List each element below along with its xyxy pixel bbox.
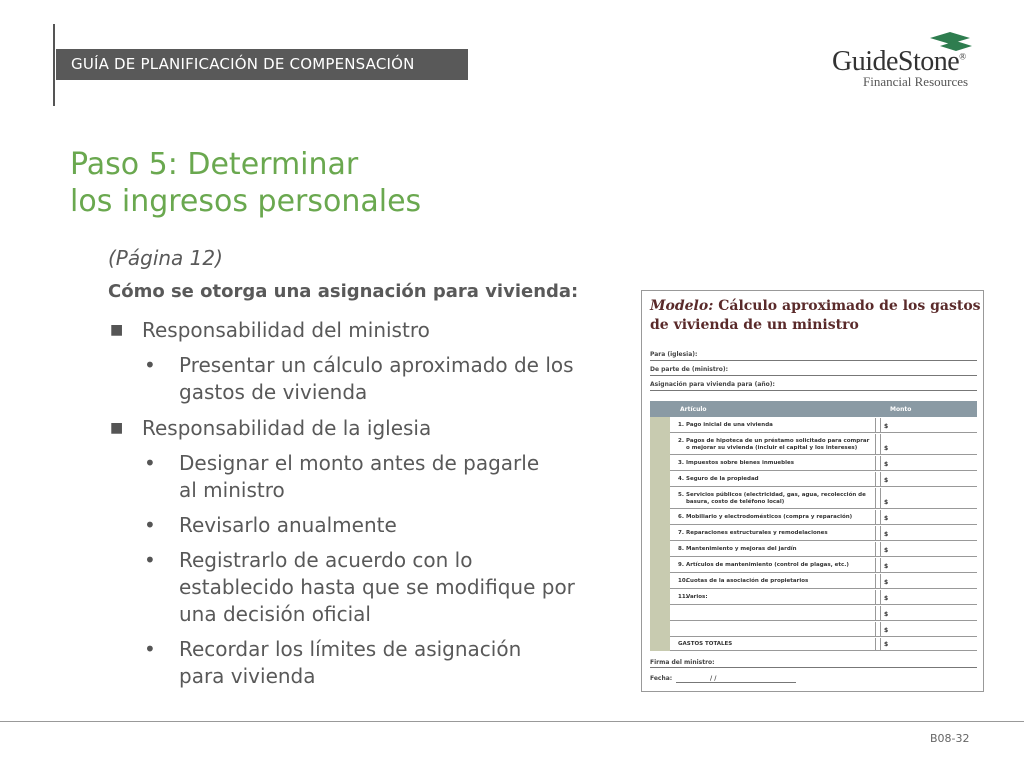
amount-field: $ xyxy=(884,595,889,602)
column-divider xyxy=(880,638,881,650)
bullet-minister-responsibility xyxy=(108,316,628,344)
footer-divider xyxy=(0,721,1024,722)
field-church: Para (iglesia): xyxy=(650,351,977,366)
bullet-church-responsibility xyxy=(108,414,628,442)
row-description: 4. Seguro de la propiedad xyxy=(678,476,759,482)
form-title: Modelo: Cálculo aproximado de los gastos de vivienda de un ministro xyxy=(650,298,981,333)
column-divider xyxy=(875,526,876,540)
table-row xyxy=(670,417,977,433)
title-line-2: los ingresos personales xyxy=(70,184,422,219)
field-minister: De parte de (ministro): xyxy=(650,366,977,381)
total-row xyxy=(670,637,977,651)
row-description: 9. Artículos de mantenimiento (control de plagas, etc.) xyxy=(678,562,849,568)
table-row xyxy=(670,455,977,471)
table-row xyxy=(670,573,977,589)
column-divider xyxy=(875,638,876,650)
row-description: 10.Cuotas de la asociación de propietarios xyxy=(678,578,809,584)
row-description: 2. Pagos de hipoteca de un préstamo solicitado para comprar o mejorar su vivienda (incluir el capital y los intereses) xyxy=(678,438,870,451)
sub-bullet-line: Designar el monto antes de pagarle xyxy=(179,451,540,475)
table-row xyxy=(670,589,977,605)
column-divider xyxy=(880,418,881,432)
table-row xyxy=(670,557,977,573)
slide-content xyxy=(108,244,628,698)
dot-bullet-icon: • xyxy=(144,637,156,661)
row-description: 8. Mantenimiento y mejoras del jardín xyxy=(678,546,797,552)
table-row xyxy=(670,509,977,525)
column-divider xyxy=(875,558,876,572)
lead-text: Cómo se otorga una asignación para vivienda: xyxy=(108,281,579,302)
logo-name: GuideStone® xyxy=(832,46,966,77)
amount-field: $ xyxy=(884,547,889,554)
amount-field: $ xyxy=(884,515,889,522)
column-divider xyxy=(880,472,881,486)
sub-bullet-line: una decisión oficial xyxy=(179,602,371,626)
amount-field: $ xyxy=(884,423,889,430)
dot-bullet-icon: • xyxy=(144,513,156,537)
table-row xyxy=(670,487,977,509)
square-bullet-icon: ■ xyxy=(110,420,124,436)
column-divider xyxy=(875,510,876,524)
page-reference: (Página 12) xyxy=(108,246,223,270)
column-divider xyxy=(880,622,881,636)
column-divider xyxy=(875,488,876,508)
column-divider xyxy=(875,456,876,470)
dot-bullet-icon: • xyxy=(144,548,156,572)
row-description: 1. Pago inicial de una vivienda xyxy=(678,422,773,428)
slide-number: B08-32 xyxy=(930,732,970,745)
amount-field: $ xyxy=(884,627,889,634)
column-divider xyxy=(880,510,881,524)
amount-field: $ xyxy=(884,461,889,468)
sub-bullet xyxy=(108,547,628,628)
guidestone-logo xyxy=(830,30,980,90)
column-article: Artículo xyxy=(680,406,707,413)
sub-bullet-line: Registrarlo de acuerdo con lo xyxy=(179,548,473,572)
dot-bullet-icon: • xyxy=(144,353,156,377)
row-description: 6. Mobiliario y electrodomésticos (compra y reparación) xyxy=(678,514,853,520)
sub-bullet-line: Recordar los límites de asignación xyxy=(179,637,522,661)
sub-bullet xyxy=(108,352,628,406)
column-divider xyxy=(875,606,876,620)
amount-field: $ xyxy=(884,563,889,570)
housing-estimate-form xyxy=(641,290,984,692)
signature-section xyxy=(650,659,977,687)
table-rows xyxy=(670,417,977,651)
sub-bullet xyxy=(108,450,628,504)
row-description: 11.Varios: xyxy=(678,594,708,600)
row-description xyxy=(678,626,878,633)
slide-title xyxy=(70,146,421,220)
section-header: GUÍA DE PLANIFICACIÓN DE COMPENSACIÓN xyxy=(56,49,468,80)
bullet-text: Responsabilidad de la iglesia xyxy=(142,416,432,440)
column-divider xyxy=(880,558,881,572)
column-divider xyxy=(875,472,876,486)
title-line-1: Paso 5: Determinar xyxy=(70,147,359,182)
field-year: Asignación para vivienda para (año): xyxy=(650,381,977,396)
table-row xyxy=(670,541,977,557)
column-divider xyxy=(880,434,881,454)
amount-field: $ xyxy=(884,579,889,586)
row-description: 3. Impuestos sobre bienes inmuebles xyxy=(678,460,794,466)
sub-bullet xyxy=(108,512,628,539)
amount-field: $ xyxy=(884,445,889,452)
total-amount: $ xyxy=(884,641,889,648)
table-header xyxy=(650,401,977,417)
table-row xyxy=(670,471,977,487)
bullet-text: Responsabilidad del ministro xyxy=(142,318,430,342)
row-description: 7. Reparaciones estructurales y remodelaciones xyxy=(678,530,828,536)
table-row xyxy=(670,525,977,541)
table-row xyxy=(670,433,977,455)
column-divider xyxy=(880,606,881,620)
column-amount: Monto xyxy=(890,406,912,413)
table-row xyxy=(670,621,977,637)
header-divider xyxy=(53,24,55,106)
column-divider xyxy=(880,542,881,556)
amount-field: $ xyxy=(884,611,889,618)
date-line: Fecha: / / xyxy=(650,673,977,687)
dot-bullet-icon: • xyxy=(144,451,156,475)
table-row xyxy=(670,605,977,621)
signature-line: Firma del ministro: xyxy=(650,659,977,673)
column-divider xyxy=(880,526,881,540)
sub-bullet xyxy=(108,636,628,690)
column-divider xyxy=(880,488,881,508)
sub-bullet-line: establecido hasta que se modifique por xyxy=(179,575,575,599)
column-divider xyxy=(875,434,876,454)
column-divider xyxy=(880,574,881,588)
column-divider xyxy=(880,456,881,470)
column-divider xyxy=(875,574,876,588)
sub-bullet-line: para vivienda xyxy=(179,664,316,688)
amount-field: $ xyxy=(884,477,889,484)
square-bullet-icon: ■ xyxy=(110,322,124,338)
form-fields xyxy=(650,351,977,396)
column-divider xyxy=(875,590,876,604)
column-divider xyxy=(880,590,881,604)
total-label: GASTOS TOTALES xyxy=(678,641,733,647)
column-divider xyxy=(875,418,876,432)
amount-field: $ xyxy=(884,531,889,538)
sub-bullet-line: Revisarlo anualmente xyxy=(179,513,397,537)
sub-bullet-line: Presentar un cálculo aproximado de los xyxy=(179,353,574,377)
row-description xyxy=(678,610,878,617)
row-description: 5. Servicios públicos (electricidad, gas, agua, recolección de basura, costo de teléfono local) xyxy=(678,492,866,505)
logo-subtitle: Financial Resources xyxy=(863,74,969,89)
amount-field: $ xyxy=(884,499,889,506)
column-divider xyxy=(875,622,876,636)
column-divider xyxy=(875,542,876,556)
sub-bullet-line: gastos de vivienda xyxy=(179,380,368,404)
sub-bullet-line: al ministro xyxy=(179,478,285,502)
expense-table xyxy=(650,401,977,651)
